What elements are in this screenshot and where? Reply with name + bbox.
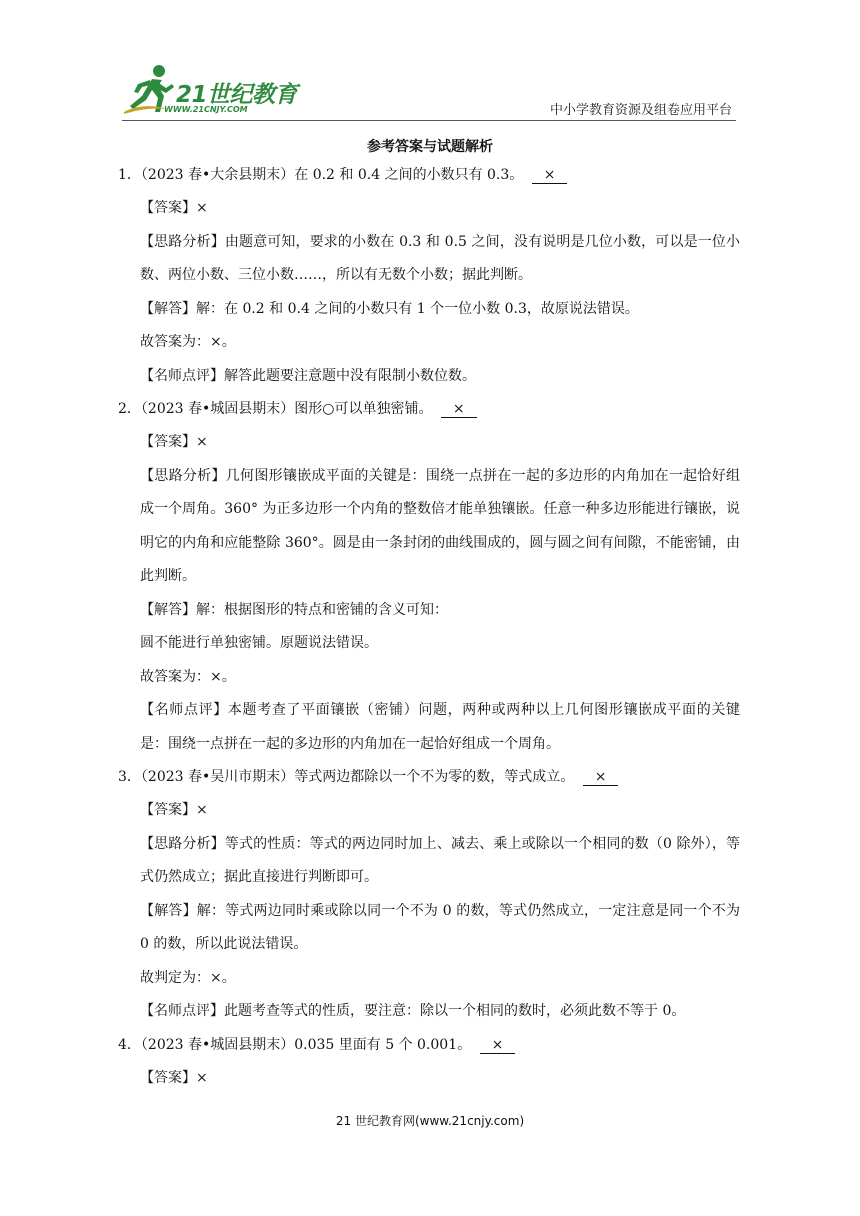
question-text: 4．（2023 春•城固县期末）0.035 里面有 5 个 0.001。	[118, 1036, 472, 1053]
question-1	[118, 159, 740, 393]
analysis-paragraph: 【思路分析】由题意可知，要求的小数在 0.3 和 0.5 之间，没有说明是几位小数，可以是一位小数、两位小数、三位小数……，所以有无数个小数；据此判断。	[140, 233, 740, 283]
analysis-paragraph: 【思路分析】几何图形镶嵌成平面的关键是：围绕一点拼在一起的多边形的内角加在一起恰好组成一个周角。360° 为正多边形一个内角的整数倍才能单独镶嵌。任意一种多边形能进行镶嵌，说明它的内角和应能整除 360°。圆是由一条封闭的曲线围成的，圆与圆之间有间隙，不能密铺，由此判断。	[140, 467, 740, 584]
logo-text: 21世纪教育	[176, 82, 298, 108]
solution-continuation: 圆不能进行单独密铺。原题说法错误。	[140, 635, 378, 651]
conclusion-line: 故判定为：×。	[140, 969, 236, 986]
comment-paragraph: 【名师点评】此题考查等式的性质，要注意：除以一个相同的数时，必须此数不等于 0。	[140, 1003, 686, 1019]
page-header	[0, 0, 860, 120]
question-stem	[118, 393, 740, 426]
solution-paragraph: 【解答】解：等式两边同时乘或除以同一个不为 0 的数，等式仍然成立，一定注意是同一个不为 0 的数，所以此说法错误。	[140, 902, 740, 952]
answer-blank: ×	[441, 401, 477, 418]
answer-content	[118, 159, 740, 1095]
question-stem	[118, 761, 740, 794]
question-stem	[118, 159, 740, 192]
question-text: 1．（2023 春•大余县期末）在 0.2 和 0.4 之间的小数只有 0.3。	[118, 167, 524, 183]
logo	[122, 62, 298, 120]
question-4	[118, 1029, 740, 1096]
question-stem	[118, 1029, 740, 1062]
conclusion-line: 故答案为：×。	[140, 334, 236, 350]
question-2	[118, 393, 740, 761]
question-text: 2．（2023 春•城固县期末）图形○可以单独密铺。	[118, 401, 433, 417]
answer-blank: ×	[532, 167, 568, 184]
comment-paragraph: 【名师点评】本题考查了平面镶嵌（密铺）问题，两种或两种以上几何图形镶嵌成平面的关键是：围绕一点拼在一起的多边形的内角加在一起恰好组成一个周角。	[140, 702, 740, 752]
conclusion-line: 故答案为：×。	[140, 668, 236, 685]
answer-blank: ×	[583, 769, 619, 786]
answer-line: 【答案】×	[140, 434, 208, 450]
document-title: 参考答案与试题解析	[367, 139, 493, 155]
answer-line: 【答案】×	[140, 802, 208, 818]
answer-line: 【答案】×	[140, 1069, 208, 1086]
question-text: 3．（2023 春•吴川市期末）等式两边都除以一个不为零的数，等式成立。	[118, 769, 575, 785]
solution-paragraph: 【解答】解：根据图形的特点和密铺的含义可知：	[140, 601, 448, 618]
answer-blank: ×	[480, 1037, 516, 1054]
analysis-paragraph: 【思路分析】等式的性质：等式的两边同时加上、减去、乘上或除以一个相同的数（0 除外），等式仍然成立；据此直接进行判断即可。	[140, 835, 740, 885]
solution-paragraph: 【解答】解：在 0.2 和 0.4 之间的小数只有 1 个一位小数 0.3，故原说法错误。	[140, 300, 639, 317]
answer-line: 【答案】×	[140, 200, 208, 216]
header-divider	[122, 120, 736, 121]
question-3	[118, 761, 740, 1029]
platform-name: 中小学教育资源及组卷应用平台	[549, 103, 732, 118]
comment-paragraph: 【名师点评】解答此题要注意题中没有限制小数位数。	[140, 367, 476, 384]
logo-url: WWW.21CNJY.COM	[164, 105, 248, 114]
page-footer: 21 世纪教育网(www.21cnjy.com)	[335, 1114, 525, 1128]
